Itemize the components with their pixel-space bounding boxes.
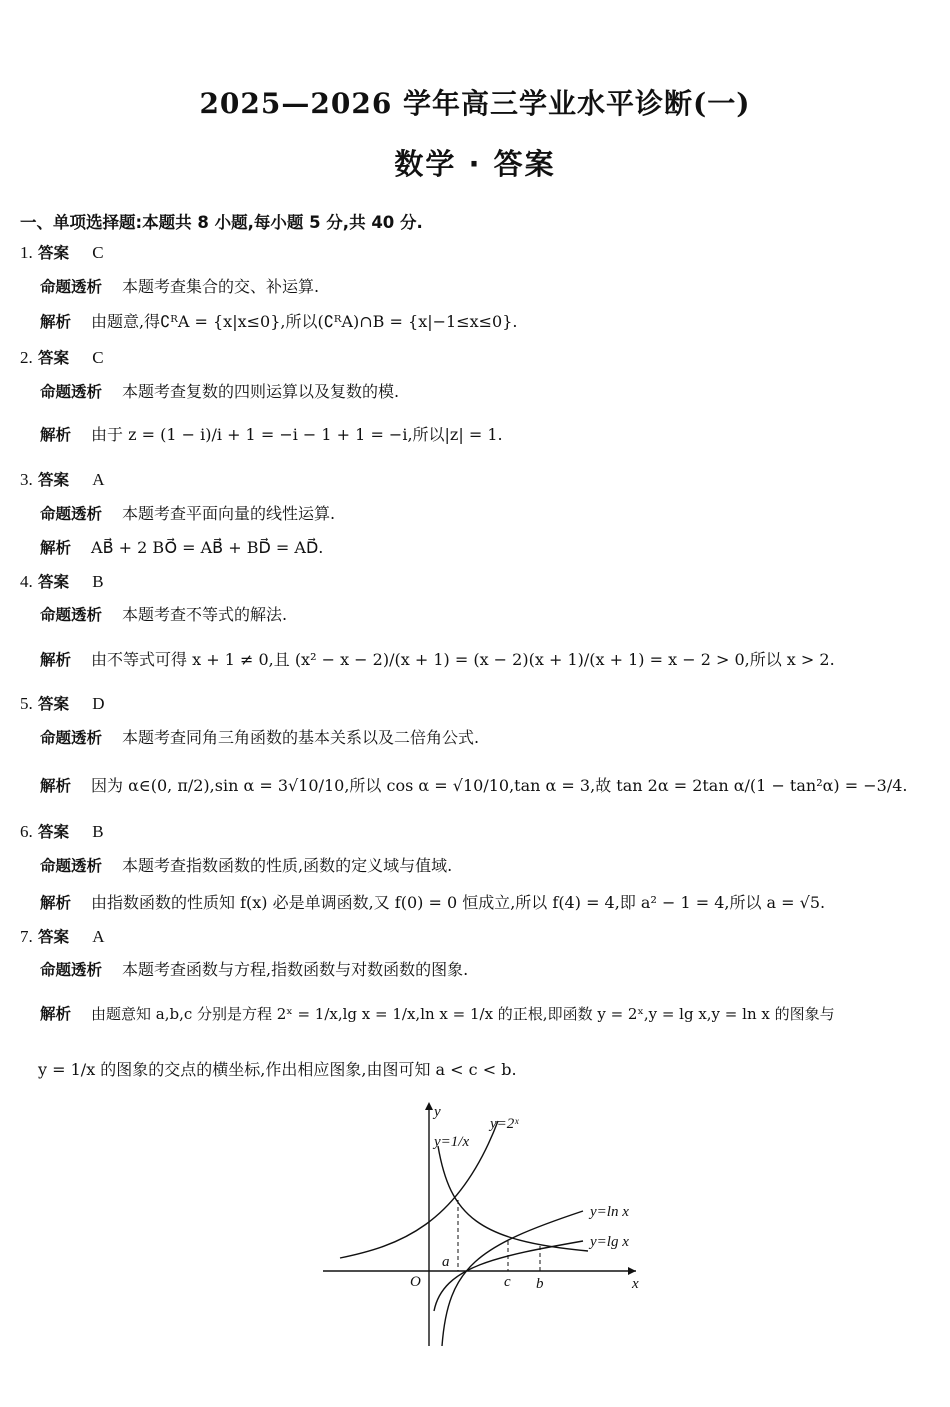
answer-label: 答案: [38, 928, 70, 946]
label-reciprocal: y=1/x: [434, 1134, 470, 1150]
intent-label: 命题透析: [40, 961, 103, 979]
answer-label: 答案: [38, 244, 70, 262]
question-number: 6.: [20, 822, 33, 841]
analysis-text: 由不等式可得 x + 1 ≠ 0,且 (x² − x − 2)/(x + 1) = (x − 2)(x + 1)/(x + 1) = x − 2 > 0,所以 x > 2.: [91, 650, 835, 669]
x-axis-arrow: [628, 1267, 636, 1275]
intent-label: 命题透析: [40, 857, 103, 875]
label-exp: y=2ˣ: [490, 1116, 519, 1132]
analysis-label: 解析: [40, 1005, 72, 1023]
question-1-answer-row: [20, 243, 104, 263]
subject-title: 数学 · 答案: [394, 147, 556, 181]
question-3-analysis: [40, 538, 323, 558]
analysis-label: 解析: [40, 777, 72, 795]
question-5-intent: [40, 728, 479, 748]
answer-value: D: [92, 694, 105, 713]
answer-value: C: [92, 243, 104, 262]
page-title: 2025—2026 学年高三学业水平诊断(一): [199, 87, 751, 120]
analysis-text-continued: y = 1/x 的图象的交点的横坐标,作出相应图象,由图可知 a < c < b.: [38, 1060, 517, 1079]
answer-label: 答案: [38, 695, 70, 713]
answer-value: A: [92, 470, 105, 489]
label-lg: y=lg x: [590, 1234, 629, 1250]
question-7-answer-row: [20, 927, 105, 947]
answer-label: 答案: [38, 349, 70, 367]
question-4-answer-row: [20, 572, 104, 592]
question-7-intent: [40, 960, 468, 980]
curve-exp: [340, 1121, 498, 1258]
question-2-answer-row: [20, 348, 104, 368]
question-number: 1.: [20, 243, 33, 262]
question-number: 4.: [20, 572, 33, 591]
intent-text: 本题考查集合的交、补运算.: [122, 277, 320, 296]
analysis-text: AB⃗ + 2 BO⃗ = AB⃗ + BD⃗ = AD⃗.: [91, 538, 324, 557]
analysis-label: 解析: [40, 651, 72, 669]
question-2-analysis: [40, 425, 503, 445]
question-3-answer-row: [20, 470, 105, 490]
intent-label: 命题透析: [40, 606, 103, 624]
question-1-analysis: [40, 312, 517, 332]
intent-label: 命题透析: [40, 383, 103, 401]
point-label-c: c: [504, 1274, 511, 1290]
analysis-label: 解析: [40, 426, 72, 444]
answer-value: C: [92, 348, 104, 367]
y-axis-arrow: [425, 1102, 433, 1110]
intent-label: 命题透析: [40, 729, 103, 747]
point-label-a: a: [442, 1254, 450, 1270]
question-5-analysis: [40, 776, 908, 796]
question-number: 7.: [20, 927, 33, 946]
analysis-text: 因为 α∈(0, π/2),sin α = 3√10/10,所以 cos α = √10/10,tan α = 3,故 tan 2α = 2tan α/(1 − tan²α) = −3/4.: [91, 776, 908, 795]
curve-reciprocal: [438, 1146, 588, 1251]
analysis-label: 解析: [40, 894, 72, 912]
question-4-analysis: [40, 650, 835, 670]
axis-label-y: y: [434, 1104, 441, 1120]
question-7-analysis: [40, 1004, 835, 1024]
analysis-text: 由指数函数的性质知 f(x) 必是单调函数,又 f(0) = 0 恒成立,所以 f(4) = 4,即 a² − 1 = 4,所以 a = √5.: [91, 893, 826, 912]
question-number: 3.: [20, 470, 33, 489]
analysis-label: 解析: [40, 313, 72, 331]
question-6-intent: [40, 856, 452, 876]
question-4-intent: [40, 605, 287, 625]
answer-value: B: [92, 822, 104, 841]
answer-label: 答案: [38, 573, 70, 591]
question-number: 5.: [20, 694, 33, 713]
intent-text: 本题考查不等式的解法.: [122, 605, 288, 624]
intent-text: 本题考查平面向量的线性运算.: [122, 504, 336, 523]
answer-label: 答案: [38, 823, 70, 841]
origin-label: O: [410, 1274, 421, 1290]
question-7-analysis-continued: [38, 1060, 517, 1080]
intent-label: 命题透析: [40, 505, 103, 523]
label-ln: y=ln x: [590, 1204, 629, 1220]
analysis-text: 由于 z = (1 − i)/i + 1 = −i − 1 + 1 = −i,所以|z| = 1.: [91, 425, 503, 444]
intent-text: 本题考查复数的四则运算以及复数的模.: [122, 382, 400, 401]
question-3-intent: [40, 504, 335, 524]
function-graph-figure: [318, 1096, 648, 1348]
question-number: 2.: [20, 348, 33, 367]
curve-ln: [442, 1211, 583, 1346]
intent-text: 本题考查指数函数的性质,函数的定义域与值域.: [122, 856, 453, 875]
question-5-answer-row: [20, 694, 105, 714]
question-2-intent: [40, 382, 399, 402]
answer-value: B: [92, 572, 104, 591]
question-6-analysis: [40, 893, 825, 913]
intent-text: 本题考查函数与方程,指数函数与对数函数的图象.: [122, 960, 469, 979]
intent-label: 命题透析: [40, 278, 103, 296]
question-1-intent: [40, 277, 319, 297]
answer-label: 答案: [38, 471, 70, 489]
answer-value: A: [92, 927, 105, 946]
question-6-answer-row: [20, 822, 104, 842]
analysis-label: 解析: [40, 539, 72, 557]
intent-text: 本题考查同角三角函数的基本关系以及二倍角公式.: [122, 728, 480, 747]
analysis-text: 由题意,得∁ᴿA = {x|x≤0},所以(∁ᴿA)∩B = {x|−1≤x≤0}.: [91, 312, 518, 331]
point-label-b: b: [536, 1276, 544, 1292]
function-graph-svg: [318, 1096, 648, 1348]
axis-label-x: x: [632, 1276, 639, 1292]
analysis-text: 由题意知 a,b,c 分别是方程 2ˣ = 1/x,lg x = 1/x,ln x = 1/x 的正根,即函数 y = 2ˣ,y = lg x,y = ln x 的图象与: [91, 1005, 835, 1023]
section-heading: 一、单项选择题:本题共 8 小题,每小题 5 分,共 40 分.: [20, 213, 423, 232]
